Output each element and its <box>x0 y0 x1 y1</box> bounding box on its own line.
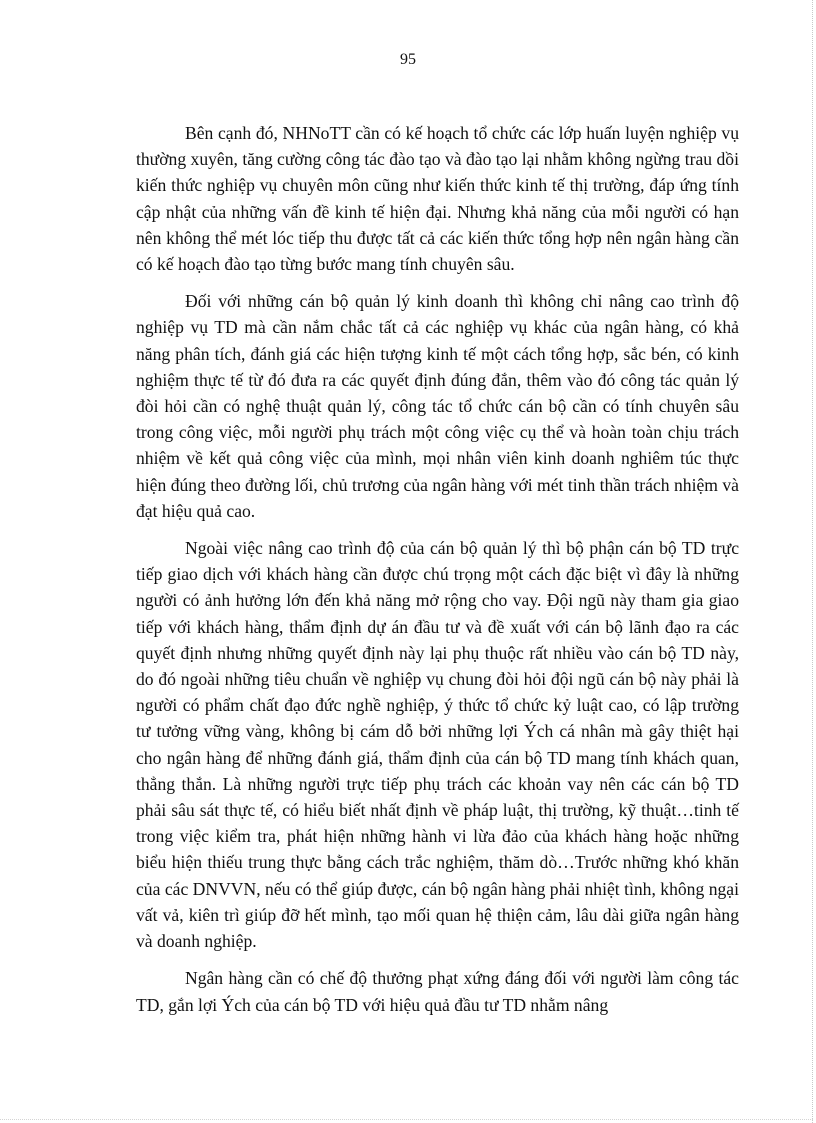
paragraph-training-plan: Bên cạnh đó, NHNoTT cần có kế hoạch tổ chức các lớp huấn luyện nghiệp vụ thường xuyên, tăng cường công tác đào tạo và đào tạo lại nhằm không ngừng trau dồi kiến thức nghiệp vụ chuyên môn cũng như kiến thức kinh tế thị trường, đáp ứng tính cập nhật của những vấn đề kinh tế hiện đại. Nhưng khả năng của mỗi người có hạn nên không thể mét lóc tiếp thu được tất cả các kiến thức tổng hợp nên ngân hàng cần có kế hoạch đào tạo từng bước mang tính chuyên sâu. <box>136 123 739 275</box>
paragraph-credit-officers: Ngoài việc nâng cao trình độ của cán bộ quản lý thì bộ phận cán bộ TD trực tiếp giao dịch với khách hàng cần được chú trọng một cách đặc biệt vì đây là những người có ảnh hưởng lớn đến khả năng mở rộng cho vay. Đội ngũ này tham gia giao tiếp với khách hàng, thẩm định dự án đầu tư và đề xuất với cán bộ lãnh đạo ra các quyết định nhưng những quyết định này lại phụ thuộc rất nhiều vào cán bộ TD này, do đó ngoài những tiêu chuẩn về nghiệp vụ chung đòi hỏi đội ngũ cán bộ này phải là người có phẩm chất đạo đức nghề nghiệp, ý thức tổ chức kỷ luật cao, có lập trường tư tưởng vững vàng, không bị cám dỗ bởi những lợi Ých cá nhân mà gây thiệt hại cho ngân hàng để những đánh giá, thẩm định của cán bộ TD mang tính khách quan, thẳng thắn. Là những người trực tiếp phụ trách các khoản vay nên các cán bộ TD phải sâu sát thực tế, có hiểu biết nhất định về pháp luật, thị trường, kỹ thuật…tinh tế trong việc kiểm tra, phát hiện những hành vi lừa đảo của khách hàng hoặc những biểu hiện thiếu trung thực bằng cách trắc nghiệm, thăm dò…Trước những khó khăn của các DNVVN, nếu có thể giúp được, cán bộ ngân hàng phải nhiệt tình, không ngại vất vả, kiên trì giúp đỡ hết mình, tạo mối quan hệ thiện cảm, lâu dài giữa ngân hàng và doanh nghiệp. <box>136 538 739 952</box>
page-number: 95 <box>400 51 416 68</box>
paragraph-reward-policy: Ngân hàng cần có chế độ thưởng phạt xứng đáng đối với người làm công tác TD, gắn lợi Ých của cán bộ TD với hiệu quả đầu tư TD nhằm nâng <box>136 968 739 1015</box>
page-border-bottom <box>0 1119 813 1120</box>
paragraph-management-staff: Đối với những cán bộ quản lý kinh doanh thì không chỉ nâng cao trình độ nghiệp vụ TD mà cần nắm chắc tất cả các nghiệp vụ khác của ngân hàng, có khả năng phân tích, đánh giá các hiện tượng kinh tế một cách tổng hợp, sắc bén, có kinh nghiệm thực tế từ đó đưa ra các quyết định đúng đắn, thêm vào đó công tác quản lý đòi hỏi cần có nghệ thuật quản lý, công tác tổ chức cán bộ cần có tính chuyên sâu trong công việc, mỗi người phụ trách một công việc cụ thể và hoàn toàn chịu trách nhiệm về kết quả công việc của mình, mọi nhân viên kinh doanh nghiêm túc thực hiện đúng theo đường lối, chủ trương của ngân hàng với mét tinh thần trách nhiệm và đạt hiệu quả cao. <box>136 291 739 521</box>
body-text <box>136 120 739 1029</box>
page-border-right <box>812 0 813 1123</box>
